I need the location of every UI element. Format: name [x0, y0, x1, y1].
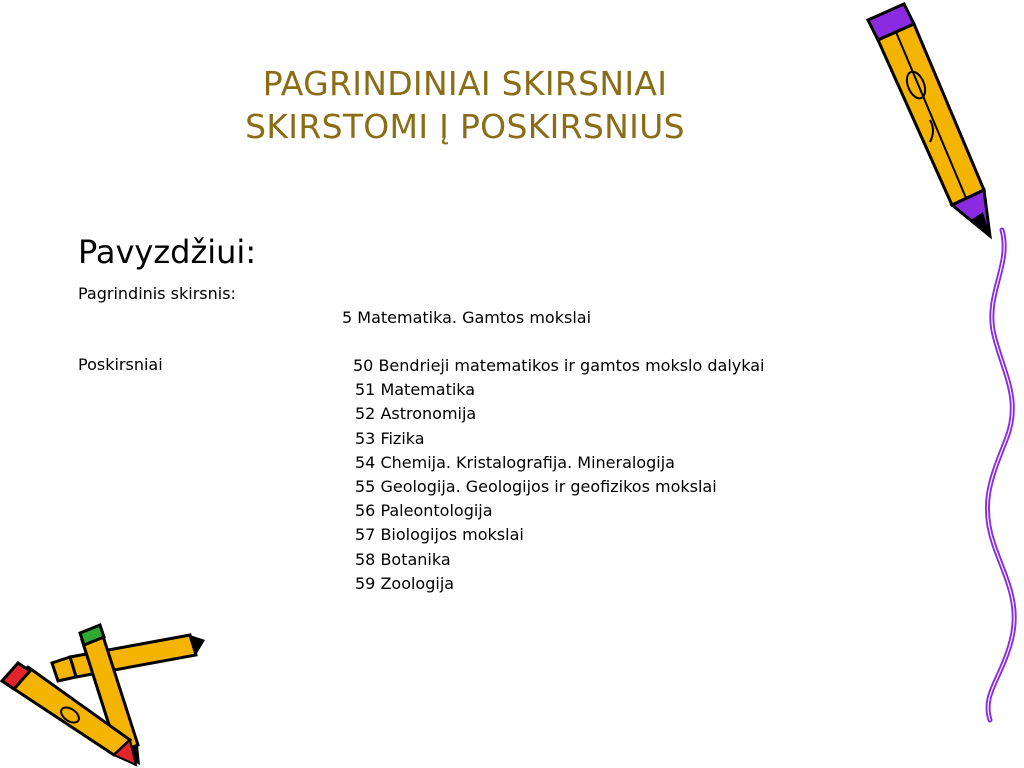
list-item: 51 Matematika: [355, 380, 476, 400]
list-item: 58 Botanika: [355, 549, 451, 569]
list-item: 57 Biologijos mokslai: [355, 525, 524, 545]
subsections-label: Poskirsniai: [78, 355, 163, 374]
list-item: 59 Zoologija: [355, 573, 455, 593]
list-item: 50 Bendrieji matematikos ir gamtos mokslo dalykai: [353, 356, 765, 375]
list-item: 55 Geologija. Geologijos ir geofizikos mokslai: [355, 477, 717, 497]
main-section-label: Pagrindinis skirsnis:: [78, 284, 236, 303]
pencils-icon: [0, 615, 210, 768]
list-item: 54 Chemija. Kristalografija. Mineralogija: [355, 452, 675, 472]
title-line-1: PAGRINDINIAI SKIRSNIAI: [262, 64, 668, 103]
list-item: 53 Fizika: [355, 428, 425, 448]
list-item: 52 Astronomija: [355, 404, 477, 424]
example-heading: Pavyzdžiui:: [78, 233, 257, 271]
main-section-value: 5 Matematika. Gamtos mokslai: [342, 308, 592, 327]
wavy-line-decoration: [960, 225, 1024, 725]
list-item: 56 Paleontologija: [355, 501, 493, 521]
pencil-icon: [856, 0, 1006, 245]
subsections-list: [355, 354, 764, 596]
slide-title: [120, 62, 810, 148]
title-line-2: SKIRSTOMI Į POSKIRSNIUS: [245, 107, 685, 146]
